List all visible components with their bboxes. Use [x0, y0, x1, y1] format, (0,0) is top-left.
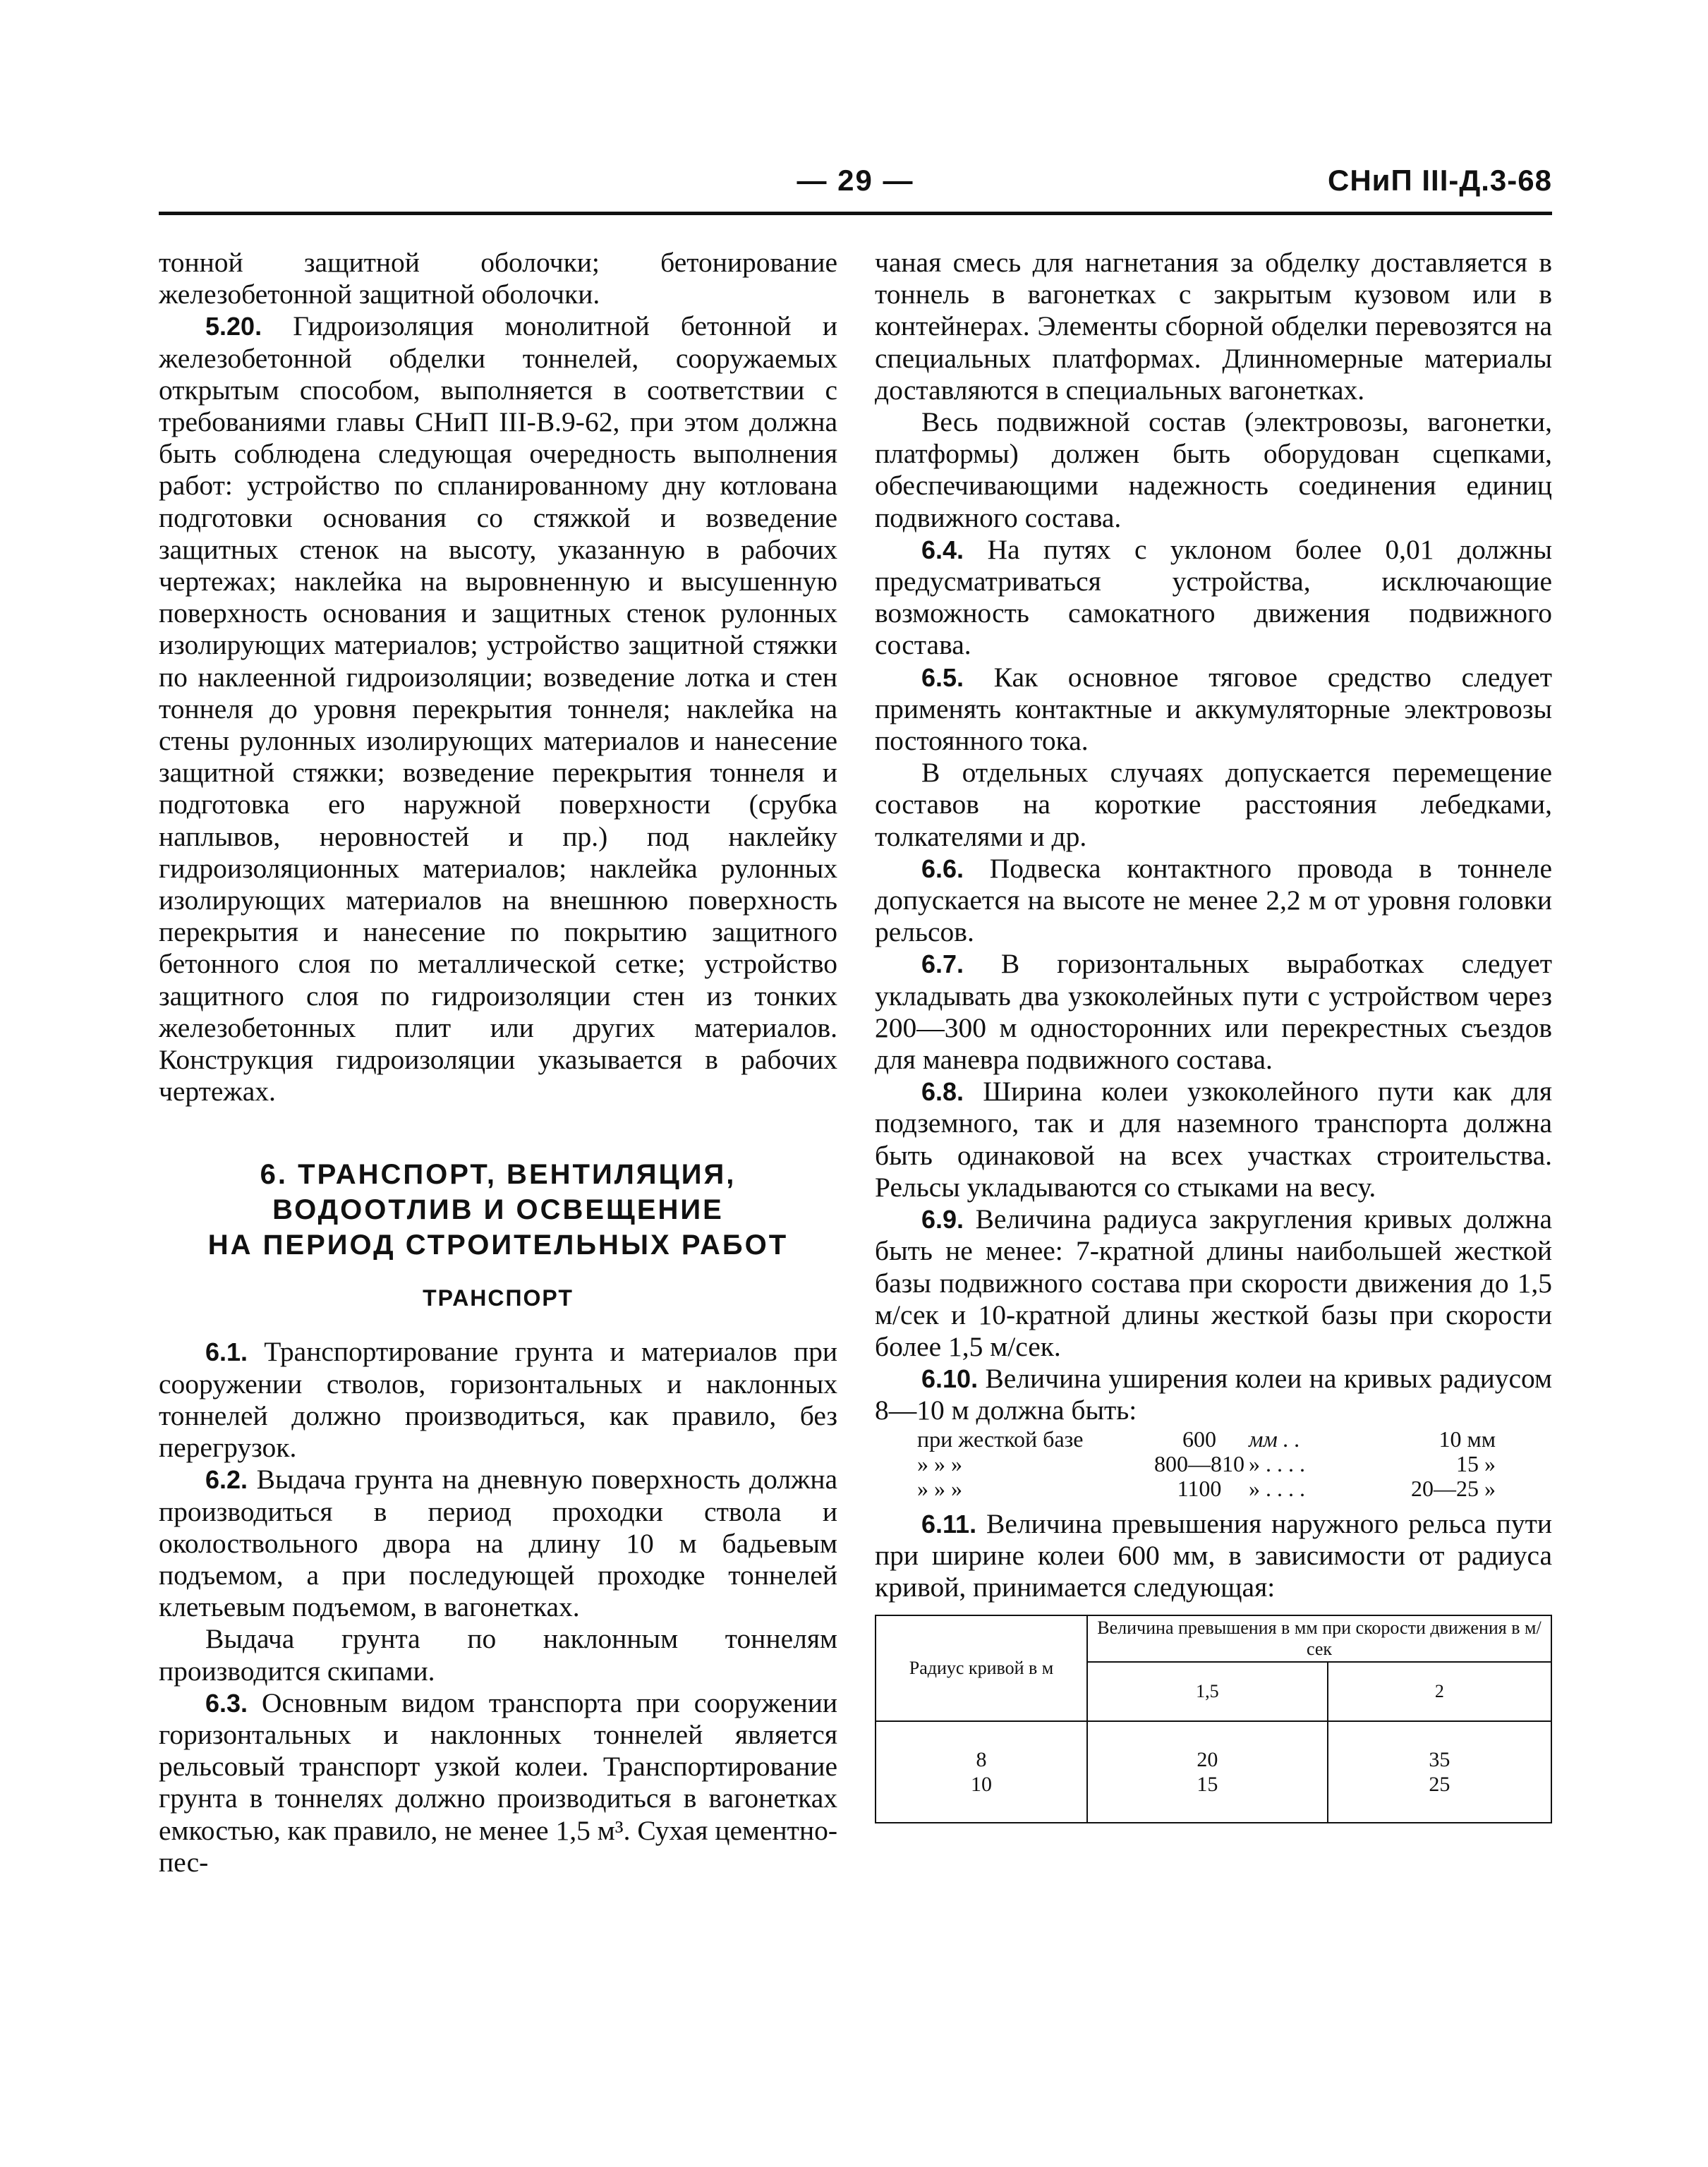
- page-header: [159, 164, 1552, 212]
- header-rule: [159, 212, 1552, 215]
- clause-number: 6.10.: [921, 1364, 979, 1394]
- clause-number: 6.2.: [205, 1465, 248, 1495]
- widening-base: 600: [1182, 1426, 1216, 1452]
- clause-number: 6.3.: [205, 1688, 248, 1718]
- widening-unit: мм . .: [1249, 1426, 1300, 1452]
- clause-text: Величина радиуса закругления кривых должна быть не менее: 7-кратной длины наибольшей жесткой базы подвижного состава при скорости движения до 1,5 м/сек и 10-кратной длины жесткой базы при скорости более 1,5 м/сек.: [875, 1203, 1553, 1362]
- document-code: СНиП III-Д.3-68: [1328, 164, 1552, 197]
- subsection-title: ТРАНСПОРТ: [423, 1285, 574, 1311]
- widening-row: [917, 1452, 1496, 1476]
- clause-text: В горизонтальных выработках следует укладывать два узкоколейных пути с устройством через 200—300 м односторонних или перекрестных съездов для маневра подвижного состава.: [875, 948, 1552, 1076]
- widening-row: [917, 1427, 1496, 1452]
- paragraph-6-5: [875, 662, 1552, 758]
- paragraph-6-5-continued: В отдельных случаях допускается перемещение составов на короткие расстояния лебедками, толкателями и др.: [875, 757, 1552, 852]
- widening-label: » » »: [917, 1475, 962, 1501]
- right-column: [875, 247, 1552, 1823]
- clause-number: 6.11.: [921, 1509, 977, 1538]
- clause-number: 6.7.: [921, 949, 964, 979]
- paragraph-6-10: [875, 1363, 1552, 1426]
- widening-value: 15 »: [1456, 1450, 1496, 1476]
- paragraph-continued: тонной защитной оболочки; бетонирование железобетонной защитной оболочки.: [159, 247, 837, 310]
- superelevation-table: [875, 1615, 1552, 1823]
- clause-text: Как основное тяговое средство следует применять контактные и аккумуляторные электровозы постоянного тока.: [875, 661, 1553, 757]
- section-title: [159, 1157, 837, 1263]
- clause-text: Величина уширения колеи на кривых радиусом 8—10 м должна быть:: [875, 1363, 1553, 1426]
- section-title-line: ВОДООТЛИВ И ОСВЕЩЕНИЕ: [272, 1194, 724, 1226]
- paragraph-6-11: [875, 1508, 1552, 1604]
- widening-value: 20—25 »: [1411, 1475, 1496, 1501]
- widening-list: [917, 1427, 1496, 1501]
- clause-text: Основным видом транспорта при сооружении горизонтальных и наклонных тоннелей является рельсовый транспорт узкой колеи. Транспортирование грунта в тоннелях должно производиться в вагонетках емкостью, как правило, не менее 1,5 м³. Сухая цементно-пес-: [159, 1687, 838, 1878]
- speed-header: 2: [1328, 1662, 1551, 1721]
- clause-text: Величина превышения наружного рельса пути при ширине колеи 600 мм, в зависимости от радиуса кривой, принимается следующая:: [875, 1507, 1552, 1603]
- clause-text: Транспортирование грунта и материалов при сооружении стволов, горизонтальных и наклонных тоннелей должно производиться, как правило, без перегрузок.: [159, 1336, 837, 1464]
- speed-header: 1,5: [1087, 1662, 1328, 1721]
- widening-unit: » . . . .: [1249, 1475, 1305, 1501]
- widening-value: 10 мм: [1439, 1426, 1496, 1452]
- radius-values: 8 10: [876, 1721, 1087, 1823]
- paragraph-rolling-stock: Весь подвижной состав (электровозы, вагонетки, платформы) должен быть оборудован сцепками, обеспечивающими надежность соединения единиц подвижного состава.: [875, 406, 1552, 533]
- clause-text: Выдача грунта на дневную поверхность должна производиться в период проходки ствола и околоствольного двора на длину 10 м бадьевым подъемом, а при последующей проходке тоннелей клетьевым подъемом, в вагонетках.: [159, 1464, 838, 1623]
- superelevation-values-1-5: 20 15: [1087, 1721, 1328, 1823]
- clause-text: Гидроизоляция монолитной бетонной и железобетонной обделки тоннелей, сооружаемых открытым способом, выполняется в соответствии с требованиями главы СНиП III-В.9-62, при этом должна быть соблюдена следующая очередность выполнения работ: устройство по спланированному дну котлована подготовки основания со стяжкой и возведение защитных стенок на высоту, указанную в рабочих чертежах; наклейка на выровненную и высушенную поверхность основания и защитных стенок рулонных изолирующих материалов; устройство защитной стяжки по наклеенной гидроизоляции; возведение лотка и стен тоннеля до уровня перекрытия тоннеля; наклейка на стены рулонных изолирующих материалов и нанесение защитной стяжки; возведение перекрытия тоннеля и подготовка его наружной поверхности (срубка наплывов, неровностей и пр.) под наклейку гидроизоляционных материалов; наклейка рулонных изолирующих материалов на внешнюю поверхность перекрытия и нанесение по покрытию защитного бетонного слоя по металлической сетке; устройство защитного слоя по гидроизоляции стен из тонких железобетонных плит или других материалов. Конструкция гидроизоляции указывается в рабочих чертежах.: [159, 310, 837, 1107]
- widening-label: при жесткой базе: [917, 1426, 1084, 1452]
- table-row: [876, 1721, 1551, 1823]
- radius-header: Радиус кривой в м: [876, 1615, 1087, 1721]
- paragraph-continued: чаная смесь для нагнетания за обделку доставляется в тоннель в вагонетках с закрытым кузовом или в контейнерах. Элементы сборной обделки перевозятся на специальных платформах. Длинномерные материалы доставляются в специальных вагонетках.: [875, 247, 1552, 406]
- paragraph-6-6: [875, 853, 1552, 949]
- widening-base: 800—810: [1154, 1450, 1244, 1476]
- widening-unit: » . . . .: [1249, 1450, 1305, 1476]
- widening-row: [917, 1476, 1496, 1501]
- section-title-line: 6. ТРАНСПОРТ, ВЕНТИЛЯЦИЯ,: [260, 1159, 737, 1191]
- paragraph-5-20: [159, 310, 837, 1107]
- paragraph-6-7: [875, 948, 1552, 1076]
- page-number: — 29 —: [797, 164, 914, 197]
- clause-text: Ширина колеи узкоколейного пути как для подземного, так и для наземного транспорта должна быть одинаковой на всех участках строительства. Рельсы укладываются со стыками на весу.: [875, 1076, 1552, 1203]
- table-header-row: [876, 1615, 1551, 1662]
- paragraph-6-9: [875, 1203, 1552, 1363]
- paragraph-6-2-continued: Выдача грунта по наклонным тоннелям производится скипами.: [159, 1623, 837, 1687]
- left-column: [159, 247, 837, 1878]
- paragraph-6-4: [875, 534, 1552, 662]
- clause-number: 5.20.: [205, 312, 262, 341]
- section-title-line: НА ПЕРИОД СТРОИТЕЛЬНЫХ РАБОТ: [207, 1230, 789, 1261]
- paragraph-6-1: [159, 1336, 837, 1464]
- clause-number: 6.9.: [921, 1205, 964, 1234]
- paragraph-6-2: [159, 1464, 837, 1623]
- widening-base: 1100: [1177, 1475, 1222, 1501]
- clause-number: 6.4.: [921, 535, 964, 564]
- clause-text: Подвеска контактного провода в тоннеле допускается на высоте не менее 2,2 м от уровня головки рельсов.: [875, 852, 1553, 948]
- superelevation-header: Величина превышения в мм при скорости движения в м/сек: [1087, 1615, 1551, 1662]
- paragraph-6-3: [159, 1687, 837, 1878]
- clause-number: 6.6.: [921, 854, 964, 883]
- clause-number: 6.5.: [921, 662, 964, 692]
- superelevation-values-2: 35 25: [1328, 1721, 1551, 1823]
- clause-number: 6.8.: [921, 1077, 964, 1107]
- paragraph-6-8: [875, 1076, 1552, 1203]
- widening-label: » » »: [917, 1450, 962, 1476]
- clause-text: На путях с уклоном более 0,01 должны предусматриваться устройства, исключающие возможность самокатного движения подвижного состава.: [875, 533, 1553, 661]
- clause-number: 6.1.: [205, 1337, 248, 1367]
